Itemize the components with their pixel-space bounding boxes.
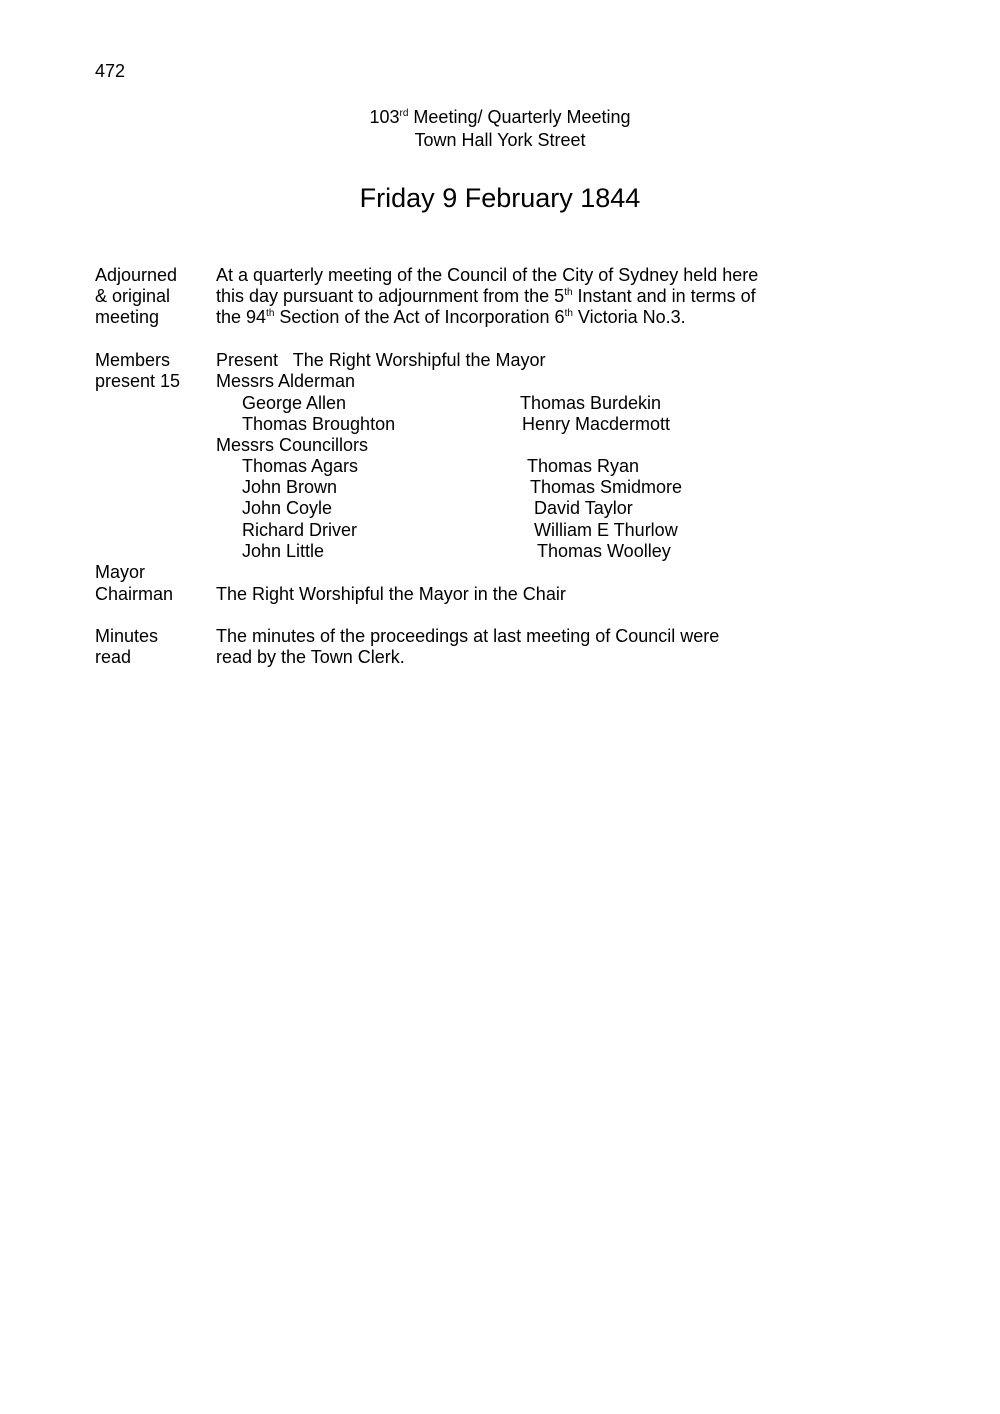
margin-note-adjourned: Adjourned bbox=[95, 265, 178, 285]
adjourned-text-part: Section of the Act of Incorporation 6 bbox=[274, 307, 565, 327]
alderman-name: Thomas Burdekin bbox=[520, 393, 662, 413]
councillor-name: Thomas Agars bbox=[242, 456, 359, 476]
meeting-heading bbox=[0, 107, 1000, 131]
adjourned-text-part: Victoria No.3. bbox=[572, 307, 686, 327]
councillor-name: William E Thurlow bbox=[534, 520, 678, 540]
margin-note-mayor: Mayor bbox=[95, 562, 146, 582]
meeting-type: Meeting/ Quarterly Meeting bbox=[408, 107, 631, 127]
margin-note-present: present 15 bbox=[95, 371, 181, 391]
margin-note-original: & original bbox=[95, 286, 171, 306]
present-line: Present The Right Worshipful the Mayor bbox=[216, 350, 546, 370]
councillors-heading: Messrs Councillors bbox=[216, 435, 369, 455]
margin-note-read: read bbox=[95, 647, 132, 667]
alderman-name: George Allen bbox=[242, 393, 347, 413]
councillor-name: Richard Driver bbox=[242, 520, 358, 540]
ordinal-suffix: th bbox=[564, 287, 573, 298]
councillor-name: Thomas Ryan bbox=[527, 456, 640, 476]
page-title: Friday 9 February 1844 bbox=[359, 183, 641, 213]
councillor-name: David Taylor bbox=[534, 498, 633, 518]
alderman-name: Thomas Broughton bbox=[242, 414, 396, 434]
councillor-name: Thomas Smidmore bbox=[530, 477, 683, 497]
margin-note-meeting: meeting bbox=[95, 307, 160, 327]
councillor-name: John Coyle bbox=[242, 498, 333, 518]
margin-note-minutes: Minutes bbox=[95, 626, 159, 646]
venue: Town Hall York Street bbox=[414, 130, 586, 150]
adjourned-text-part: Instant and in terms of bbox=[572, 286, 756, 306]
minutes-text-line-1: The minutes of the proceedings at last meeting of Council were bbox=[216, 626, 720, 646]
councillor-name: Thomas Woolley bbox=[537, 541, 671, 561]
councillor-name: John Brown bbox=[242, 477, 338, 497]
adjourned-text-part: this day pursuant to adjournment from the 5 bbox=[216, 286, 565, 306]
adjourned-text-part: the 94 bbox=[216, 307, 267, 327]
meeting-number-suffix: rd bbox=[399, 108, 409, 119]
margin-note-members: Members bbox=[95, 350, 171, 370]
aldermen-heading: Messrs Alderman bbox=[216, 371, 356, 391]
ordinal-suffix: th bbox=[266, 308, 275, 319]
chairman-text: The Right Worshipful the Mayor in the Chair bbox=[216, 584, 566, 604]
councillor-name: John Little bbox=[242, 541, 325, 561]
meeting-number: 103 bbox=[369, 107, 400, 127]
adjourned-text-line-1: At a quarterly meeting of the Council of the City of Sydney held here bbox=[216, 265, 759, 285]
alderman-name: Henry Macdermott bbox=[522, 414, 671, 434]
adjourned-text-line-3 bbox=[216, 307, 686, 331]
ordinal-suffix: th bbox=[564, 308, 573, 319]
margin-note-chairman: Chairman bbox=[95, 584, 174, 604]
page-number: 472 bbox=[95, 61, 126, 81]
minutes-text-line-2: read by the Town Clerk. bbox=[216, 647, 405, 667]
